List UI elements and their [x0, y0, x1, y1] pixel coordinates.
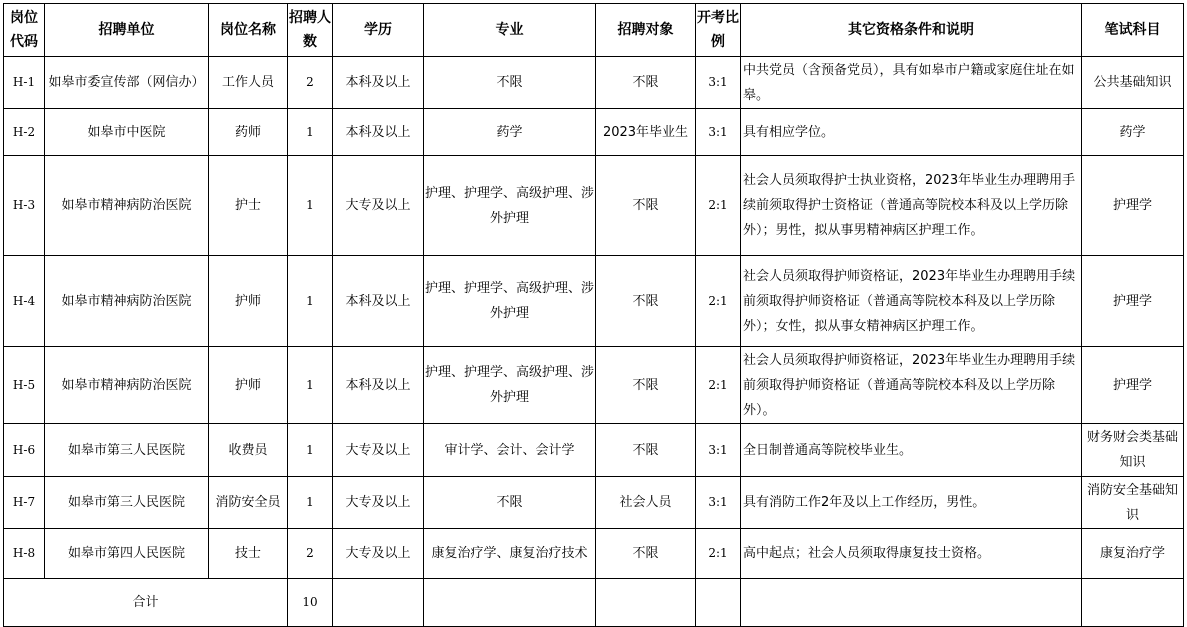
cell-count: 1 [288, 477, 333, 529]
cell-notes: 中共党员（含预备党员），具有如皋市户籍或家庭住址在如皋。 [741, 57, 1082, 109]
header-count: 招聘人数 [288, 4, 333, 57]
table-row [4, 156, 1184, 256]
cell-ratio: 3:1 [696, 57, 741, 109]
cell-code: H-2 [4, 109, 45, 156]
cell-major: 不限 [424, 57, 596, 109]
table-row [4, 477, 1184, 529]
cell-count: 2 [288, 57, 333, 109]
cell-edu: 本科及以上 [333, 57, 424, 109]
header-post: 岗位名称 [209, 4, 288, 57]
cell-exam: 护理学 [1082, 156, 1184, 256]
total-empty-major [424, 579, 596, 627]
cell-post: 技士 [209, 529, 288, 579]
total-empty-target [596, 579, 696, 627]
cell-notes: 社会人员须取得护师资格证，2023年毕业生办理聘用手续前须取得护师资格证（普通高等院校本科及以上学历除外）。 [741, 347, 1082, 424]
cell-edu: 本科及以上 [333, 256, 424, 347]
table-row [4, 57, 1184, 109]
header-row [4, 4, 1184, 57]
total-empty-ratio [696, 579, 741, 627]
cell-exam: 康复治疗学 [1082, 529, 1184, 579]
cell-target: 社会人员 [596, 477, 696, 529]
cell-unit: 如皋市精神病防治医院 [45, 156, 209, 256]
cell-exam: 护理学 [1082, 256, 1184, 347]
table-row [4, 529, 1184, 579]
table-row [4, 109, 1184, 156]
cell-exam: 护理学 [1082, 347, 1184, 424]
cell-exam: 消防安全基础知识 [1082, 477, 1184, 529]
cell-unit: 如皋市第四人民医院 [45, 529, 209, 579]
cell-ratio: 2:1 [696, 529, 741, 579]
total-row [4, 579, 1184, 627]
cell-edu: 本科及以上 [333, 109, 424, 156]
cell-post: 药师 [209, 109, 288, 156]
table-row [4, 424, 1184, 477]
cell-notes: 社会人员须取得护师资格证，2023年毕业生办理聘用手续前须取得护师资格证（普通高等院校本科及以上学历除外）；女性，拟从事女精神病区护理工作。 [741, 256, 1082, 347]
cell-post: 消防安全员 [209, 477, 288, 529]
cell-ratio: 3:1 [696, 477, 741, 529]
header-edu: 学历 [333, 4, 424, 57]
cell-edu: 大专及以上 [333, 529, 424, 579]
cell-edu: 大专及以上 [333, 424, 424, 477]
cell-unit: 如皋市委宣传部（网信办） [45, 57, 209, 109]
header-code: 岗位代码 [4, 4, 45, 57]
table-row [4, 256, 1184, 347]
total-count: 10 [288, 579, 333, 627]
cell-unit: 如皋市精神病防治医院 [45, 347, 209, 424]
cell-code: H-3 [4, 156, 45, 256]
cell-count: 1 [288, 109, 333, 156]
total-empty-exam [1082, 579, 1184, 627]
cell-edu: 大专及以上 [333, 156, 424, 256]
cell-major: 护理、护理学、高级护理、涉外护理 [424, 347, 596, 424]
cell-exam: 药学 [1082, 109, 1184, 156]
cell-target: 不限 [596, 256, 696, 347]
cell-notes: 具有相应学位。 [741, 109, 1082, 156]
cell-edu: 大专及以上 [333, 477, 424, 529]
header-unit: 招聘单位 [45, 4, 209, 57]
cell-major: 不限 [424, 477, 596, 529]
cell-code: H-7 [4, 477, 45, 529]
cell-ratio: 3:1 [696, 424, 741, 477]
cell-edu: 本科及以上 [333, 347, 424, 424]
cell-post: 工作人员 [209, 57, 288, 109]
total-empty-notes [741, 579, 1082, 627]
cell-code: H-5 [4, 347, 45, 424]
cell-target: 不限 [596, 57, 696, 109]
cell-major: 药学 [424, 109, 596, 156]
header-ratio: 开考比例 [696, 4, 741, 57]
cell-post: 收费员 [209, 424, 288, 477]
cell-unit: 如皋市第三人民医院 [45, 477, 209, 529]
cell-unit: 如皋市第三人民医院 [45, 424, 209, 477]
cell-count: 1 [288, 256, 333, 347]
cell-count: 2 [288, 529, 333, 579]
cell-target: 不限 [596, 156, 696, 256]
cell-ratio: 3:1 [696, 109, 741, 156]
table-row [4, 347, 1184, 424]
header-target: 招聘对象 [596, 4, 696, 57]
cell-count: 1 [288, 424, 333, 477]
header-notes: 其它资格条件和说明 [741, 4, 1082, 57]
cell-notes: 全日制普通高等院校毕业生。 [741, 424, 1082, 477]
cell-exam: 财务财会类基础知识 [1082, 424, 1184, 477]
cell-notes: 高中起点；社会人员须取得康复技士资格。 [741, 529, 1082, 579]
cell-count: 1 [288, 156, 333, 256]
cell-code: H-1 [4, 57, 45, 109]
cell-code: H-6 [4, 424, 45, 477]
cell-major: 护理、护理学、高级护理、涉外护理 [424, 256, 596, 347]
cell-unit: 如皋市精神病防治医院 [45, 256, 209, 347]
total-label: 合计 [4, 579, 288, 627]
cell-post: 护师 [209, 347, 288, 424]
recruitment-table [3, 3, 1184, 627]
cell-code: H-8 [4, 529, 45, 579]
cell-ratio: 2:1 [696, 256, 741, 347]
cell-unit: 如皋市中医院 [45, 109, 209, 156]
cell-target: 2023年毕业生 [596, 109, 696, 156]
cell-notes: 社会人员须取得护士执业资格，2023年毕业生办理聘用手续前须取得护士资格证（普通高等院校本科及以上学历除外）；男性，拟从事男精神病区护理工作。 [741, 156, 1082, 256]
header-exam: 笔试科目 [1082, 4, 1184, 57]
cell-major: 康复治疗学、康复治疗技术 [424, 529, 596, 579]
cell-ratio: 2:1 [696, 347, 741, 424]
total-empty-edu [333, 579, 424, 627]
cell-target: 不限 [596, 424, 696, 477]
cell-post: 护师 [209, 256, 288, 347]
header-major: 专业 [424, 4, 596, 57]
cell-code: H-4 [4, 256, 45, 347]
cell-target: 不限 [596, 529, 696, 579]
cell-target: 不限 [596, 347, 696, 424]
cell-major: 审计学、会计、会计学 [424, 424, 596, 477]
cell-notes: 具有消防工作2年及以上工作经历，男性。 [741, 477, 1082, 529]
cell-exam: 公共基础知识 [1082, 57, 1184, 109]
cell-count: 1 [288, 347, 333, 424]
cell-ratio: 2:1 [696, 156, 741, 256]
cell-post: 护士 [209, 156, 288, 256]
cell-major: 护理、护理学、高级护理、涉外护理 [424, 156, 596, 256]
